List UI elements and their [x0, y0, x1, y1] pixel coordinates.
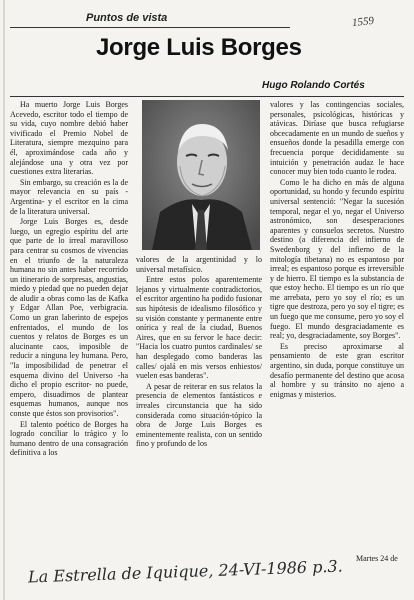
paragraph: Sin embargo, su creación es la de mayor relevancia en su país -Argentina- y el escritor en la cima de la literatura universal.: [10, 177, 128, 216]
handwritten-page-number: 1559: [351, 14, 375, 30]
article-author: Hugo Rolando Cortés: [262, 80, 365, 91]
print-date-fragment: Martes 24 de: [356, 554, 398, 563]
paragraph: Entre estos polos aparentemente lejanos y virtualmente contradictorios, el escritor argentino ha podido fusionar sus hipótesis de idealismo filosófico y su visión constante y permanente entre onírica y real de la ciudad, Buenos Aires, que en su fervor le hace decir: "Hacia los cuatro puntos cardinales/ se han desplegado como banderas las calles/ ojalá en mis versos enhiestos/ vuelen esas banderas".: [136, 275, 262, 381]
article-column-3: [270, 100, 404, 552]
paragraph: valores de la argentinidad y lo universal metafísico.: [136, 255, 262, 274]
article-column-1: [10, 100, 128, 552]
borges-portrait-photo: [142, 100, 260, 250]
clipping-edge: [3, 0, 5, 600]
portrait-illustration: [142, 100, 260, 250]
paragraph: Ha muerto Jorge Luis Borges Acevedo, escritor todo el tiempo de su vida, cuyo nombre debió haber vivificado el Premio Nobel de Literatura, siempre mezquino para él, aproximándose cada año y alejándose una y otra vez por cuestiones extra literarias.: [10, 100, 128, 177]
article-column-2: [136, 255, 262, 552]
kicker-rule: [10, 27, 290, 28]
paragraph: Jorge Luis Borges es, desde luego, un egregio espíritu del arte que parte de lo irreal maravilloso para centrar su cosmos de vivencias en el triunfo de la naturaleza humana no sin antes haber recorrido un itinerario de sorpresas, angustias, miedo y piedad que no pueden dejar de aludir a obras como las de Kafka y Edgar Allan Poe, verbigracia. Como un gran laberinto de espejos enfrentados, el mundo de los cuentos y relatos de Borges es un alucinante caos, imposible de reducir a ninguna ley humana. Pero, "la imposibilidad de penetrar el esquema divino del Universo -ha dicho el propio escritor- no puede, empero, disuadirnos de plantear esquemas humanos, aunque nos conste que éstos son provisorios".: [10, 217, 128, 418]
paragraph: Es preciso aproximarse al pensamiento de este gran escritor argentino, sin duda, porque constituye un desafío permanente del destino que acosa al hombre y su tránsito no ajeno a enigmas y misterios.: [270, 341, 404, 399]
article-title: Jorge Luis Borges: [96, 34, 302, 61]
paragraph: Como le ha dicho en más de alguna oportunidad, su hondo y fecundo espíritu universal sentenció: "Negar la sucesión temporal, negar el yo, negar el Universo astronómico, son desesperaciones aparentes y consuelos secretos. Nuestro destino (a diferencia del infierno de Swedenborg y del infierno de la mitología tibetana) no es espantoso por irreal; es espantoso porque es irreversible y de hierro. El tiempo es la substancia de que estoy hecho. El tiempo es un río que me arrebata, pero yo soy el río; es un tigre que destroza, pero yo soy el tigre; es un fuego que me consume, pero yo soy el fuego. El mundo desgraciadamente es real; yo, desgraciadamente, soy Borges".: [270, 177, 404, 341]
section-kicker: Puntos de vista: [86, 12, 168, 24]
paragraph: A pesar de reiterar en sus relatos la presencia de elementos fantásticos e irreales circunstancia que ha sido considerada como situación-tópico la obra de Jorge Luis Borges es eminentemente realista, con un sentido fino y profundo de los: [136, 381, 262, 449]
paragraph: valores y las contingencias sociales, personales, psicológicas, históricas y atávicas. Diríase que busca refugiarse obcecadamente en un mundo de sueños y ensueños donde la pesadilla emerge con frecuencia porque decididamente su intuición y penetración audaz le hace conocer muy bien todo cuanto le rodea.: [270, 100, 404, 177]
paragraph: El talento poético de Borges ha logrado conciliar lo trágico y lo humano dentro de una consagración definitiva a los: [10, 419, 128, 458]
header-rule: [10, 96, 404, 97]
handwritten-source-note: La Estrella de Iquique, 24-VI-1986 p.3.: [27, 556, 344, 587]
